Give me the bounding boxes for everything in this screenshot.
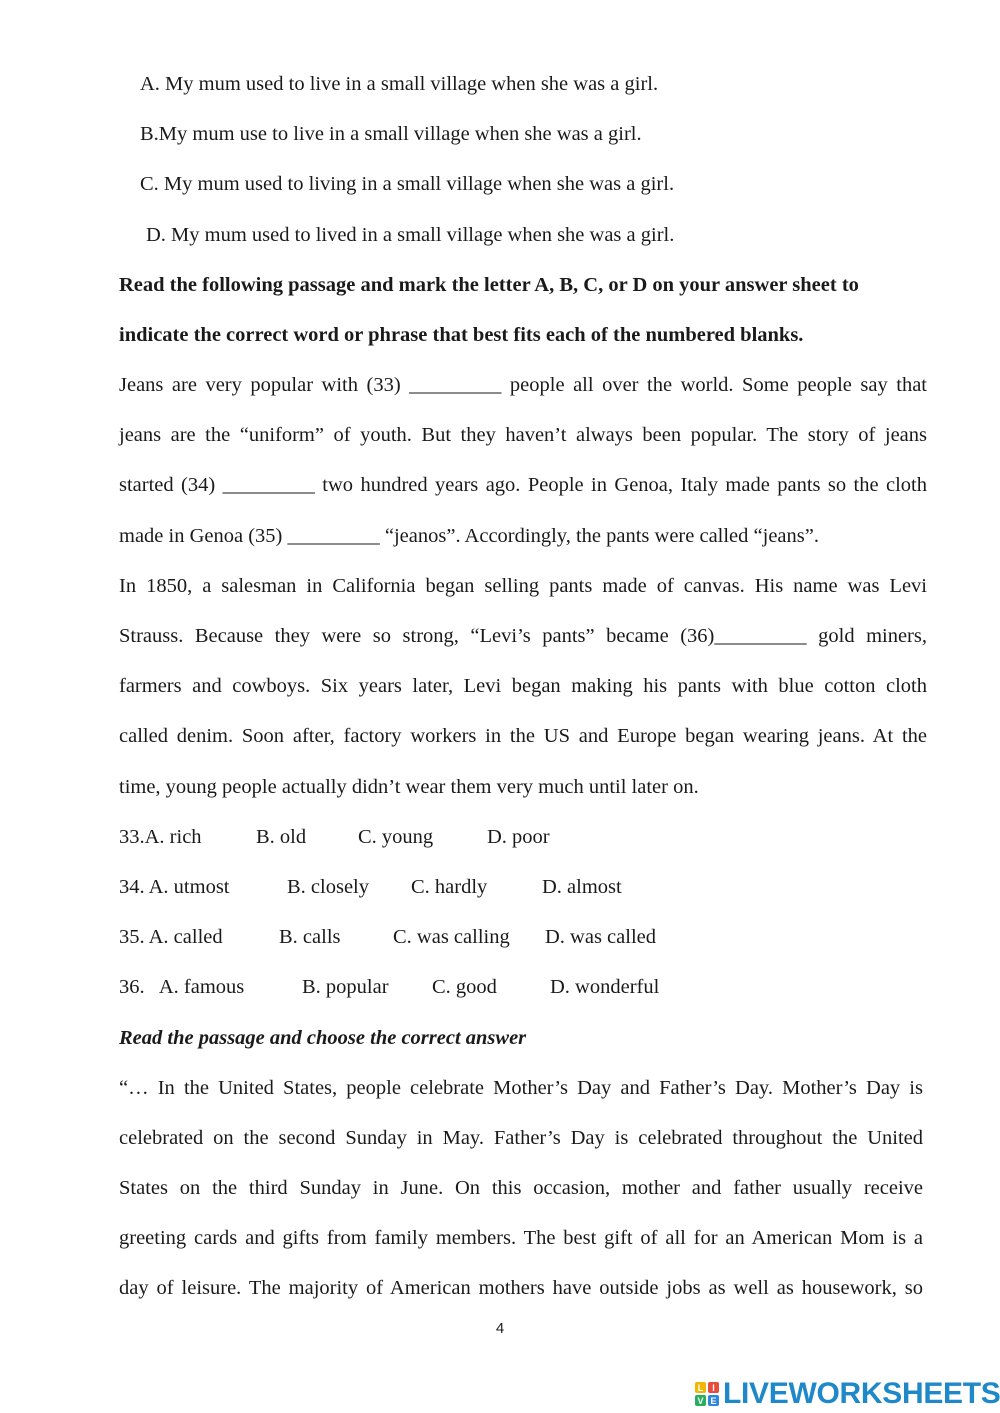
page-number: 4 <box>495 1320 505 1337</box>
choice-c: C. good <box>432 976 497 998</box>
choice-c: C. was calling <box>393 926 510 948</box>
choice-d: D. wonderful <box>550 976 660 998</box>
choice-a: 36. A. famous <box>119 976 245 998</box>
liveworksheets-logo[interactable] <box>694 1376 1000 1412</box>
choice-c: C. young <box>358 826 434 848</box>
option-b: B.My mum use to live in a small village when she was a girl. <box>140 123 642 145</box>
passage-line: In 1850, a salesman in California began selling pants made of canvas. His name was Levi <box>119 575 927 597</box>
choice-a: 34. A. utmost <box>119 876 230 898</box>
passage-line: States on the third Sunday in June. On this occasion, mother and father usually receive <box>119 1177 923 1199</box>
svg-text:I: I <box>712 1383 715 1393</box>
choice-a: 33.A. rich <box>119 826 202 848</box>
passage-line: “… In the United States, people celebrate Mother’s Day and Father’s Day. Mother’s Day is <box>119 1077 923 1099</box>
choice-b: B. closely <box>287 876 369 898</box>
passage-line: farmers and cowboys. Six years later, Levi began making his pants with blue cotton cloth <box>119 675 927 697</box>
passage-line: day of leisure. The majority of American mothers have outside jobs as well as housework, so <box>119 1277 923 1299</box>
passage-line: Strauss. Because they were so strong, “Levi’s pants” became (36)_________ gold miners, <box>119 625 927 647</box>
instruction-heading-line: Read the following passage and mark the letter A, B, C, or D on your answer sheet to <box>119 274 859 296</box>
passage-line: jeans are the “uniform” of youth. But they haven’t always been popular. The story of jeans <box>119 424 927 446</box>
passage-line: called denim. Soon after, factory workers in the US and Europe began wearing jeans. At the <box>119 725 927 747</box>
option-a: A. My mum used to live in a small village when she was a girl. <box>140 73 659 95</box>
option-d: D. My mum used to lived in a small village when she was a girl. <box>146 224 675 246</box>
option-c: C. My mum used to living in a small village when she was a girl. <box>140 173 675 195</box>
choice-d: D. almost <box>542 876 622 898</box>
instruction-heading-line: indicate the correct word or phrase that best fits each of the numbered blanks. <box>119 324 804 346</box>
passage-line: celebrated on the second Sunday in May. Father’s Day is celebrated throughout the United <box>119 1127 923 1149</box>
instruction-heading: Read the passage and choose the correct answer <box>119 1027 527 1049</box>
choice-b: B. old <box>256 826 307 848</box>
choice-b: B. calls <box>279 926 341 948</box>
passage-line: made in Genoa (35) _________ “jeanos”. Accordingly, the pants were called “jeans”. <box>119 525 819 547</box>
choice-c: C. hardly <box>411 876 488 898</box>
svg-text:E: E <box>710 1396 717 1406</box>
passage-line: Jeans are very popular with (33) _________ people all over the world. Some people say that <box>119 374 927 396</box>
svg-text:L: L <box>697 1383 704 1393</box>
choice-b: B. popular <box>302 976 389 998</box>
passage-line: started (34) _________ two hundred years ago. People in Genoa, Italy made pants so the cloth <box>119 474 927 496</box>
choice-a: 35. A. called <box>119 926 223 948</box>
svg-text:V: V <box>697 1396 704 1406</box>
choice-d: D. was called <box>545 926 656 948</box>
passage-line: time, young people actually didn’t wear them very much until later on. <box>119 776 699 798</box>
brand-name: LIVEWORKSHEETS <box>723 1377 1000 1410</box>
liveworksheets-logo-icon <box>694 1381 720 1407</box>
passage-line: greeting cards and gifts from family members. The best gift of all for an American Mom is a <box>119 1227 923 1249</box>
choice-d: D. poor <box>487 826 550 848</box>
